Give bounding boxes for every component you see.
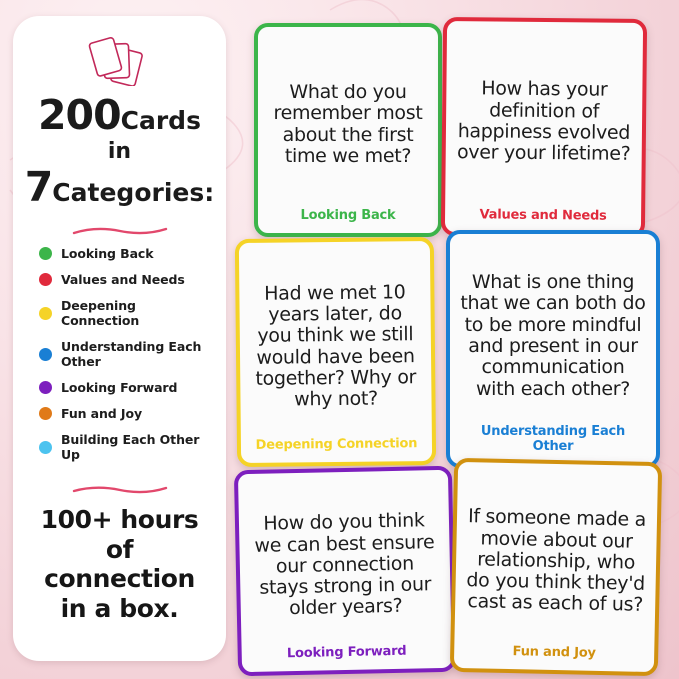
headline (24, 91, 215, 211)
cards-count: 200 (38, 91, 121, 139)
categories-word: Categories: (52, 177, 215, 207)
legend-dot-fun-and-joy (39, 407, 52, 420)
legend-dot-looking-back (39, 247, 52, 260)
card-category: Deepening Connection (255, 436, 418, 453)
card-question: How do you think we can best ensure our connection stays strong in our older years? (254, 509, 435, 620)
cards-word: Cards (120, 106, 201, 135)
card-question: What is one thing that we can both do to be more mindful and present in our communication with each other? (460, 271, 646, 400)
footer-line-1: 100+ hours (40, 505, 199, 535)
legend-item-deepening-connection (39, 298, 212, 328)
footer-line-3: in a box. (60, 593, 179, 623)
card-category: Values and Needs (479, 207, 607, 224)
legend-label: Fun and Joy (61, 406, 142, 422)
legend-item-building-each-other-up (39, 432, 212, 462)
card-fun-and-joy (450, 458, 662, 676)
footer-tagline (27, 505, 212, 623)
card-question: Had we met 10 years later, do you think we still would have been together? Why or why not? (255, 280, 417, 411)
card-category: Fun and Joy (512, 644, 596, 661)
card-deepening-connection (235, 237, 436, 467)
cards-icon (84, 34, 156, 86)
card-question: If someone made a movie about our relationship, who do you think they'd cast as each of us? (466, 505, 647, 617)
legend-dot-looking-forward (39, 381, 52, 394)
legend-dot-values-and-needs (39, 273, 52, 286)
card-category: Looking Back (300, 208, 396, 223)
legend-label: Building Each Other Up (61, 432, 200, 463)
headline-connector: in (107, 138, 132, 164)
legend-dot-building-each-other-up (39, 441, 52, 454)
card-looking-forward (234, 466, 456, 677)
divider-bottom (72, 481, 168, 493)
legend-label: Deepening Connection (61, 298, 140, 329)
legend-item-looking-forward (39, 380, 212, 395)
legend-item-fun-and-joy (39, 406, 212, 421)
legend-label: Looking Back (61, 246, 154, 262)
card-values-and-needs (441, 17, 647, 238)
categories-count: 7 (24, 162, 53, 211)
card-looking-back (254, 23, 442, 237)
info-panel (13, 16, 226, 661)
legend-item-looking-back (39, 246, 212, 261)
legend-item-values-and-needs (39, 272, 212, 287)
legend-item-understanding-each-other (39, 339, 212, 369)
card-question: What do you remember most about the first time we met? (273, 80, 423, 167)
category-legend (27, 246, 212, 473)
legend-dot-understanding-each-other (39, 348, 52, 361)
card-category: Looking Forward (286, 643, 407, 662)
card-understanding-each-other (446, 230, 660, 468)
card-question: How has your definition of happiness evolved over your lifetime? (456, 77, 631, 166)
legend-label: Looking Forward (61, 380, 178, 396)
legend-label: Understanding Each Other (61, 339, 202, 370)
divider-top (72, 222, 168, 234)
legend-label: Values and Needs (61, 272, 185, 288)
footer-line-2: of connection (44, 534, 195, 594)
card-category: Understanding Each Other (480, 424, 626, 454)
legend-dot-deepening-connection (39, 307, 52, 320)
